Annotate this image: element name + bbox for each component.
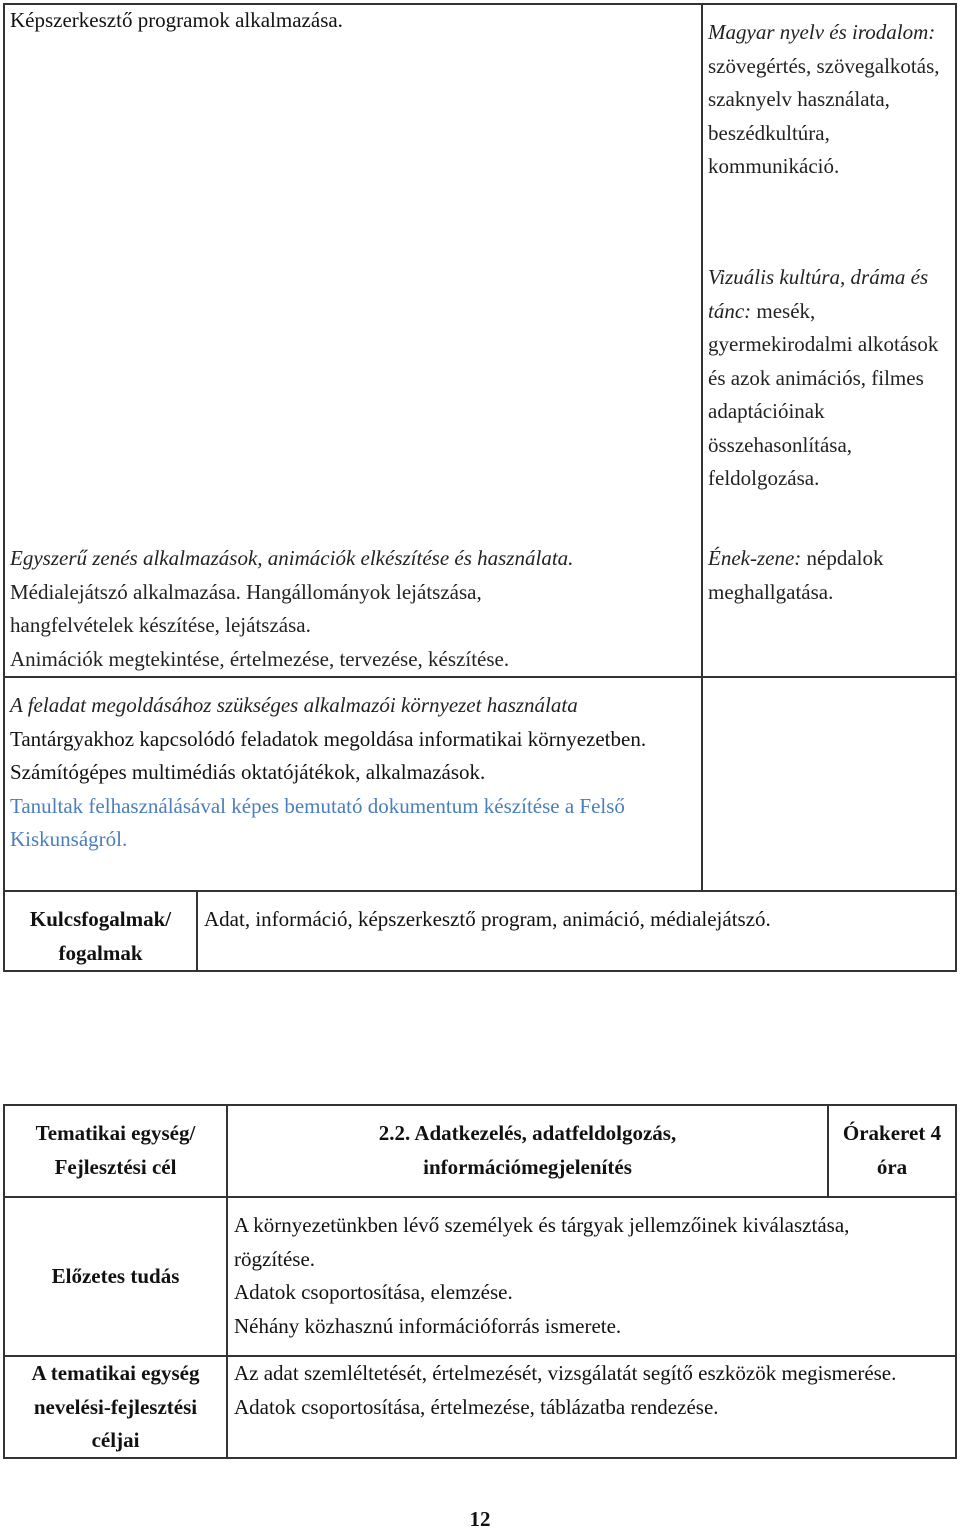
activity-text: Médialejátszó alkalmazása. Hangállományok lejátszása, hangfelvételek készítése, lejátszása. [10,579,482,637]
activity-heading: Egyszerű zenés alkalmazások, animációk elkészítése és használata. [10,546,574,570]
subject-name: Ének-zene: [708,546,802,570]
activity-text: Képszerkesztő programok alkalmazása. [10,8,343,32]
prior-knowledge-value: A környezetünkben lévő személyek és tárgyak jellemzőinek kiválasztása, rögzítése. Adatok csoportosítása, elemzése. Néhány közhasznú információforrás ismerete. [234,1213,850,1338]
thematic-unit-title: 2.2. Adatkezelés, adatfeldolgozás, információmegjelenítés [378,1121,677,1179]
connection-text: népdalok meghallgatása. [708,546,884,604]
activity-cell-application-environment [10,689,700,857]
prior-knowledge-label: Előzetes tudás [51,1264,180,1288]
activity-text: Számítógépes multimédiás oktatójátékok, alkalmazások. [10,760,486,784]
activity-text: Tantárgyakhoz kapcsolódó feladatok megoldása informatikai környezetben. [10,726,647,751]
page-number: 12 [469,1507,491,1531]
activity-cell-image-editing [10,4,700,38]
thematic-unit-label: Tematikai egység/ Fejlesztési cél [35,1121,196,1179]
time-frame: Órakeret 4 óra [842,1121,942,1179]
activity-text: Animációk megtekintése, értelmezése, tervezése, készítése. [10,646,510,671]
subject-name: Magyar nyelv és irodalom: [708,20,936,44]
goals-label: A tematikai egység nevelési-fejlesztési céljai [31,1361,200,1452]
subject-name: Vizuális kultúra, dráma és tánc: [708,265,929,323]
connection-cell-visual-culture [708,261,953,496]
keywords-value: Adat, információ, képszerkesztő program, animáció, médialejátszó. [204,907,771,931]
activity-text-highlighted: Tanultak felhasználásával képes bemutató dokumentum készítése a Felső Kiskunságról. [10,793,625,851]
keywords-label: Kulcsfogalmak/ fogalmak [29,907,172,965]
activity-heading: A feladat megoldásához szükséges alkalmazói környezet használata [10,693,578,717]
goals-value: Az adat szemléltetését, értelmezését, vizsgálatát segítő eszközök megismerése. Adatok csoportosítása, értelmezése, táblázatba rendezése. [234,1361,897,1419]
connection-text: mesék, gyermekirodalmi alkotások és azok animációs, filmes adaptációinak összehasonlítása, feldolgozása. [708,298,939,490]
connection-text: szövegértés, szövegalkotás, szaknyelv használata, beszédkultúra, kommunikáció. [708,53,940,178]
connection-cell-hungarian [708,16,953,184]
connection-cell-music [708,542,933,609]
activity-cell-music-animation [10,542,700,676]
